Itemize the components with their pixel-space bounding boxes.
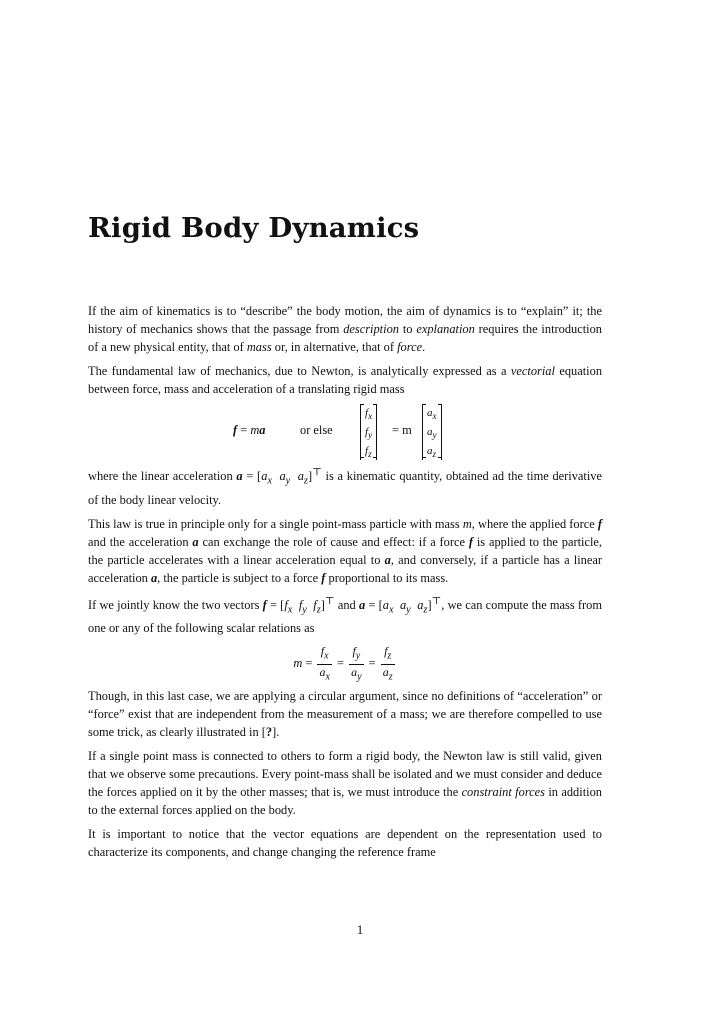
paragraph-1: If the aim of kinematics is to “describe” the body motion, the aim of dynamics is to “explain” it; the history of mechanics shows that the passage from description to explanation requires the introduction of a new physical entity, that of mass or, in alternative, that of force. xyxy=(88,304,603,354)
paragraph-6: Though, in this last case, we are applying a circular argument, since no definitions of “acceleration” or “force” exist that are independent from the measurement of a mass; we are therefore compelled to use some trick, as clearly illustrated in [?]. xyxy=(88,689,602,740)
section-title: Rigid Body Dynamics xyxy=(88,212,420,244)
accel-component: $a_z$ xyxy=(427,445,437,460)
accel-component: $a_y$ xyxy=(427,426,437,441)
mass-equation: m = $\frac{f_x}{a_x}$ = $\frac{f_y}{a_y}$ = $\frac{f_z}{a_z}$ xyxy=(293,644,393,683)
page-number: 1 xyxy=(356,922,364,937)
paragraph-5: If we jointly know the two vectors $f = [f_x$ $f_y$ $f_z]^⊤$ and $a = [a_x$ $a_y$ $a_z]^⊤$, we can compute the mass from one or any of the following scalar relations as xyxy=(88,595,603,636)
newton-equation xyxy=(88,404,602,458)
force-component: $f_z$ xyxy=(365,445,372,460)
paragraph-8: It is important to notice that the vector equations are dependent on the representation used to characterize its components, and change changing the reference frame xyxy=(88,827,602,860)
equation-eq-sign: = m xyxy=(392,423,412,437)
equation-connector: or else xyxy=(300,423,333,437)
force-component: $f_y$ xyxy=(365,426,373,441)
accel-component: $a_x$ xyxy=(427,407,437,422)
paragraph-7: If a single point mass is connected to others to form a rigid body, the Newton law is still valid, given that we observe some precautions. Every point-mass shall be isolated and we must consider and deduce the forces applied on it by the other masses; that is, we must introduce the constraint forces in addition to the external forces applied on the body. xyxy=(88,749,602,818)
acceleration-vector xyxy=(422,404,442,460)
equation-lhs: f = ma xyxy=(233,423,266,437)
paragraph-3: where the linear acceleration $a = [a_x$ $a_y$ $a_z]^⊤$ is a kinematic quantity, obtained ad the time derivative of the body linear velocity. xyxy=(88,467,602,507)
force-component: $f_x$ xyxy=(365,407,373,422)
force-vector xyxy=(360,404,377,460)
paragraph-2: The fundamental law of mechanics, due to Newton, is analytically expressed as a vectorial equation between force, mass and acceleration of a translating rigid mass xyxy=(88,364,603,396)
paragraph-4: This law is true in principle only for a single point-mass particle with mass m, where the applied force f and the acceleration a can exchange the role of cause and effect: if a force f is applied to the particle, the particle accelerates with a linear acceleration equal to a, and conversely, if a particle has a linear acceleration a, the particle is subject to a force f proportional to its mass. xyxy=(88,516,603,585)
body-text xyxy=(88,302,602,867)
